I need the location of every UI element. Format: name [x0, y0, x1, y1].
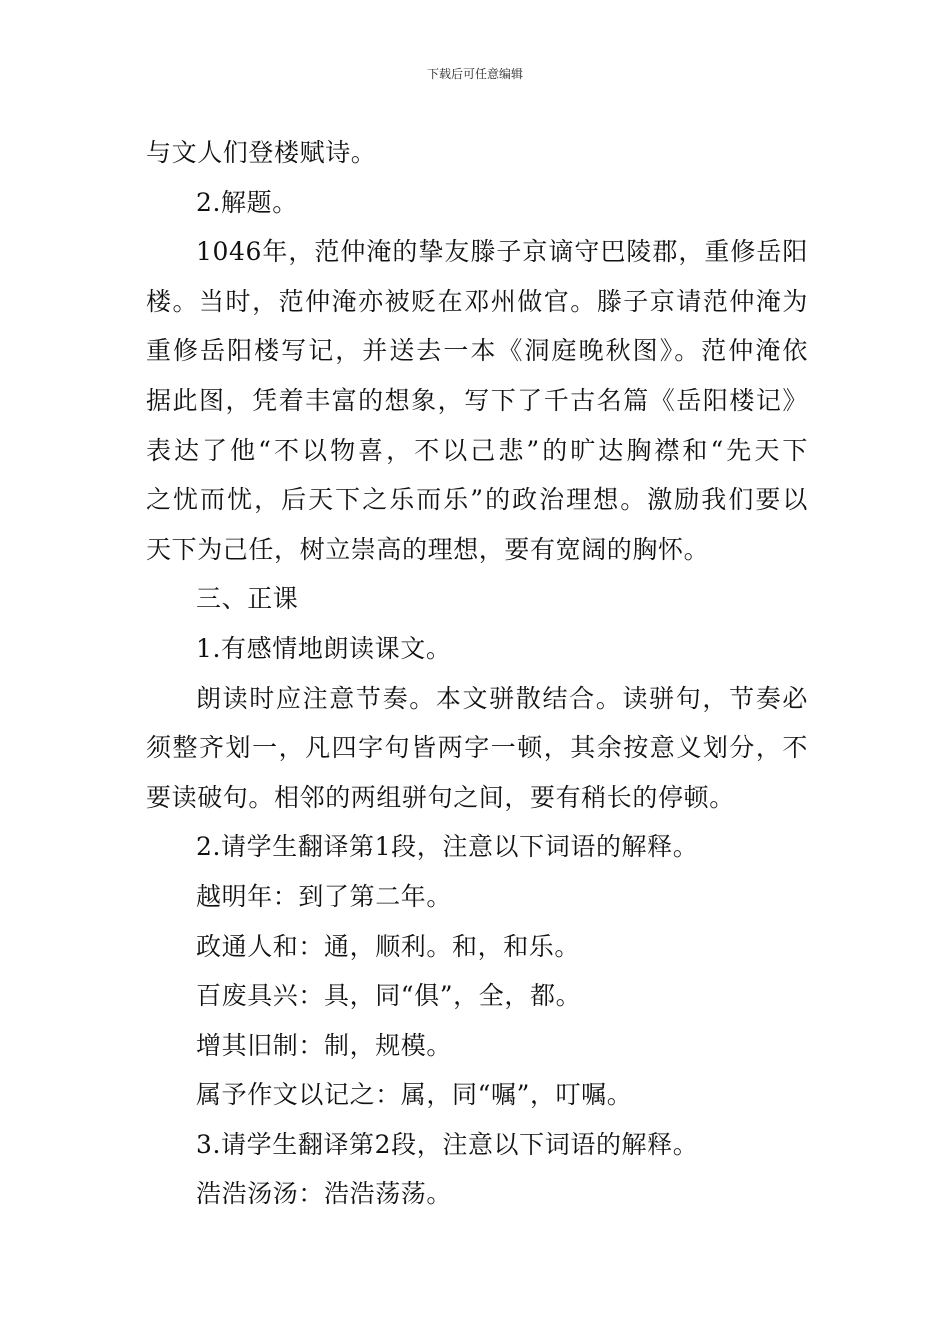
- text-line: 须整齐划一，凡四字句皆两字一顿，其余按意义划分，不: [146, 733, 808, 763]
- section-heading: 三、正课: [196, 584, 299, 614]
- text-line: 属予作文以记之：属，同“嘱”，叮嘱。: [196, 1080, 633, 1110]
- text-line: 天下为己任，树立崇高的理想，要有宽阔的胸怀。: [146, 534, 710, 564]
- text-line: 2.解题。: [196, 187, 298, 217]
- text-line: 朗读时应注意节奏。本文骈散结合。读骈句，节奏必: [196, 683, 808, 713]
- text-line: 2.请学生翻译第1段，注意以下词语的解释。: [196, 832, 699, 862]
- text-line: 浩浩汤汤：浩浩荡荡。: [196, 1179, 453, 1209]
- text-line: 表达了他“不以物喜，不以己悲”的旷达胸襟和“先天下: [146, 435, 808, 465]
- text-line: 百废具兴：具，同“俱”，全，都。: [196, 981, 582, 1011]
- text-line: 据此图，凭着丰富的想象，写下了千古名篇《岳阳楼记》: [146, 385, 808, 415]
- text-line: 1046年，范仲淹的挚友滕子京谪守巴陵郡，重修岳阳: [196, 237, 808, 267]
- text-line: 楼。当时，范仲淹亦被贬在邓州做官。滕子京请范仲淹为: [146, 286, 808, 316]
- text-line: 政通人和：通，顺利。和，和乐。: [196, 931, 581, 961]
- text-line: 越明年：到了第二年。: [196, 881, 453, 911]
- text-line: 重修岳阳楼写记，并送去一本《洞庭晚秋图》。范仲淹依: [146, 336, 808, 366]
- text-line: 与文人们登楼赋诗。: [146, 138, 377, 167]
- document-body: [146, 128, 808, 1219]
- text-line: 之忧而忧，后天下之乐而乐”的政治理想。激励我们要以: [146, 485, 808, 515]
- text-line: 1.有感情地朗读课文。: [196, 633, 452, 663]
- text-line: 增其旧制：制，规模。: [196, 1030, 453, 1060]
- text-line: 3.请学生翻译第2段，注意以下词语的解释。: [196, 1129, 699, 1159]
- header-note: 下载后可任意编辑: [426, 67, 523, 81]
- text-line: 要读破句。相邻的两组骈句之间，要有稍长的停顿。: [146, 782, 735, 812]
